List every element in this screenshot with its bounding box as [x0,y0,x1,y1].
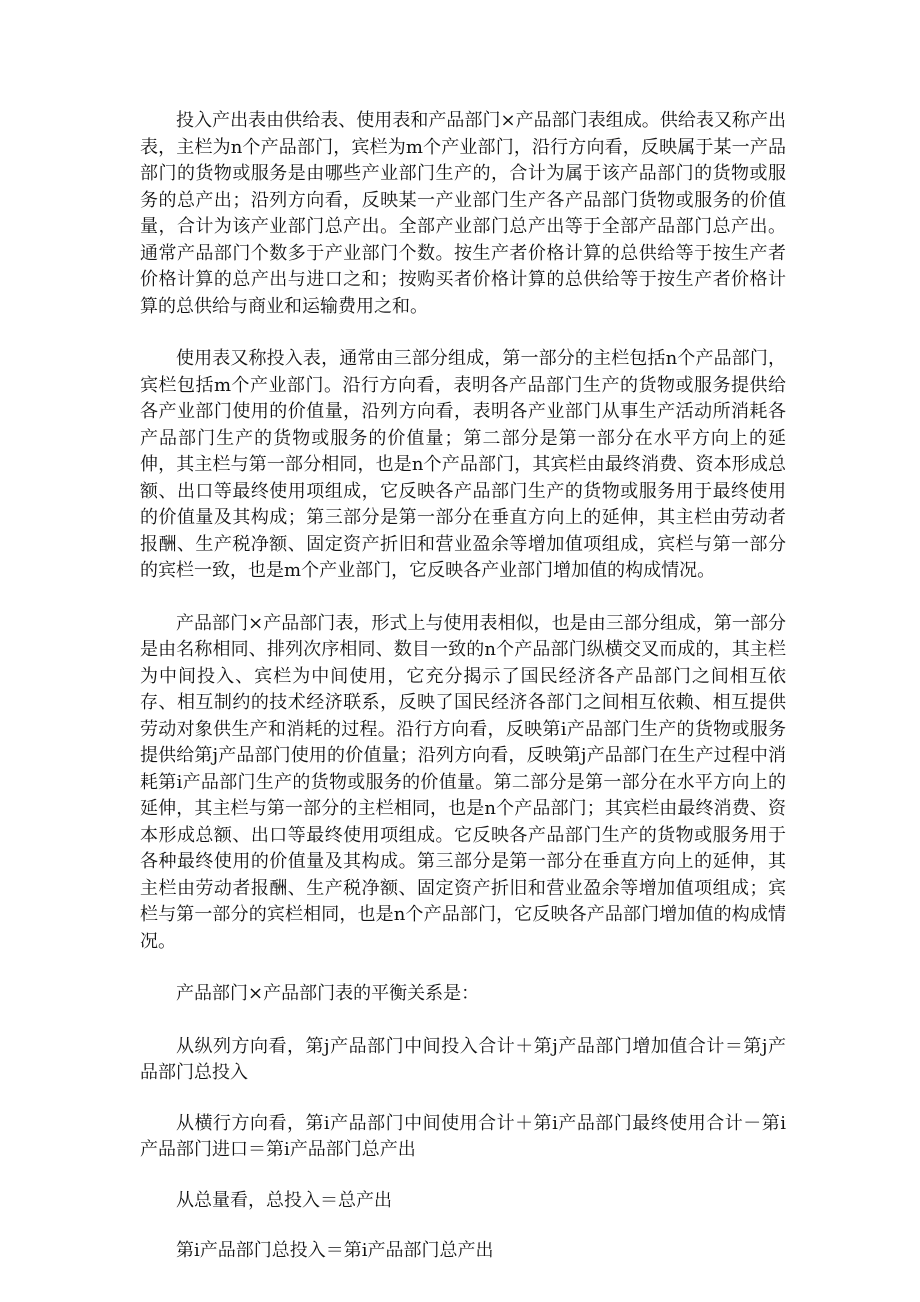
paragraph-column-balance: 从纵列方向看，第j产品部门中间投入合计＋第j产品部门增加值合计＝第j产品部门总投入 [140,1035,786,1083]
paragraph-balance-intro: 产品部门×产品部门表的平衡关系是： [176,983,480,1004]
paragraph-row-balance: 从横行方向看，第i产品部门中间使用合计＋第i产品部门最终使用合计－第i产品部门进口＝第i产品部门总产出 [140,1112,786,1160]
paragraph-total-balance: 从总量看，总投入＝总产出 [176,1189,392,1211]
document-body [140,108,786,1289]
paragraph-sector-balance: 第i产品部门总投入＝第i产品部门总产出 [176,1240,494,1261]
paragraph-product-by-product-table: 产品部门×产品部门表，形式上与使用表相似，也是由三部分组成，第一部分是由名称相同、排列次序相同、数目一致的n个产品部门纵横交叉而成的，其主栏为中间投入、宾栏为中间使用，它充分揭示了国民经济各产品部门之间相互依存、相互制约的技术经济联系，反映了国民经济各部门之间相互依赖、相互提供劳动对象供生产和消耗的过程。沿行方向看，反映第i产品部门生产的货物或服务提供给第j产品部门使用的价值量；沿列方向看，反映第j产品部门在生产过程中消耗第i产品部门生产的货物或服务的价值量。第二部分是第一部分在水平方向上的延伸，其主栏与第一部分的主栏相同，也是n个产品部门；其宾栏由最终消费、资本形成总额、出口等最终使用项组成。它反映各产品部门生产的货物或服务用于各种最终使用的价值量及其构成。第三部分是第一部分在垂直方向上的延伸，其主栏由劳动者报酬、生产税净额、固定资产折旧和营业盈余等增加值项组成；宾栏与第一部分的宾栏相同，也是n个产品部门，它反映各产品部门增加值的构成情况。 [140,612,786,952]
paragraph-use-table: 使用表又称投入表，通常由三部分组成，第一部分的主栏包括n个产品部门，宾栏包括m个产业部门。沿行方向看，表明各产品部门生产的货物或服务提供给各产业部门使用的价值量，沿列方向看，表明各产业部门从事生产活动所消耗各产品部门生产的货物或服务的价值量；第二部分是第一部分在水平方向上的延伸，其主栏与第一部分相同，也是n个产品部门，其宾栏由最终消费、资本形成总额、出口等最终使用项组成，它反映各产品部门生产的货物或服务用于最终使用的价值量及其构成；第三部分是第一部分在垂直方向上的延伸，其主栏由劳动者报酬、生产税净额、固定资产折旧和营业盈余等增加值项组成，宾栏与第一部分的宾栏一致，也是m个产业部门，它反映各产业部门增加值的构成情况。 [140,348,786,581]
paragraph-supply-table: 投入产出表由供给表、使用表和产品部门×产品部门表组成。供给表又称产出表，主栏为n个产品部门，宾栏为m个产业部门，沿行方向看，反映属于某一产品部门的货物或服务是由哪些产业部门生产的，合计为属于该产品部门的货物或服务的总产出；沿列方向看，反映某一产业部门生产各产品部门货物或服务的价值量，合计为该产业部门总产出。全部产业部门总产出等于全部产品部门总产出。通常产品部门个数多于产业部门个数。按生产者价格计算的总供给等于按生产者价格计算的总产出与进口之和；按购买者价格计算的总供给等于按生产者价格计算的总供给与商业和运输费用之和。 [140,110,786,317]
